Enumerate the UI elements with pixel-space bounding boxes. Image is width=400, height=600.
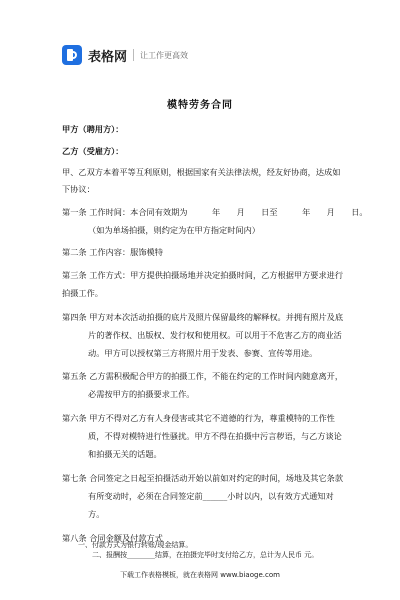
article-6-line-2: 质，不得对模特进行性骚扰。甲方不得在拍摄中污言秽语，与乙方谈论 <box>88 431 342 441</box>
article-7-line-2: 有所变动时，必须在合同签定前______小时以内，以有效方式通知对 <box>88 491 334 501</box>
article-6-line-1: 甲方不得对乙方有人身侵害或其它不道德的行为，尊重模特的工作性 <box>89 413 335 423</box>
article-3-line-1: 工作方式：甲方提供拍摄场地并决定拍摄时间，乙方根据甲方要求进行 <box>89 270 344 280</box>
site-header <box>62 44 188 66</box>
article-1 <box>62 204 368 222</box>
article-5-line-2: 必需按甲方的拍摄要求工作。 <box>88 389 195 399</box>
article-2 <box>62 244 163 262</box>
article-3-label: 第三条 <box>62 270 87 280</box>
header-divider <box>133 49 134 61</box>
article-8-item-2: 二、报酬按________结算，在拍摄完毕时支付给乙方，总计为人民币 元。 <box>92 551 319 559</box>
article-7-line-3: 方。 <box>88 509 105 519</box>
intro-line-2: 下协议： <box>62 184 95 194</box>
article-2-text: 工作内容：服饰模特 <box>89 247 163 257</box>
article-5-line-1: 乙方需积极配合甲方的拍摄工作，不能在约定的工作时间内随意离开， <box>89 371 344 381</box>
article-4 <box>62 309 343 327</box>
contract-tail <box>62 540 338 560</box>
article-1-note: （如为单场拍摄，则约定为在甲方指定时间内） <box>88 225 260 235</box>
article-4-line-1: 甲方对本次活动拍摄的底片及照片保留最终的解释权。并拥有照片及底 <box>89 312 344 322</box>
article-5 <box>62 368 343 386</box>
article-8-text: 合同金额及付款方式 <box>89 533 163 543</box>
article-6 <box>62 410 335 428</box>
article-6-line-3: 和拍摄无关的话题。 <box>88 449 162 459</box>
logo-icon <box>62 45 82 65</box>
party-a: 甲方（聘用方）： <box>62 124 124 134</box>
article-4-line-3: 动。甲方可以授权第三方将照片用于发表、参赛、宣传等用途。 <box>88 348 318 358</box>
article-6-label: 第六条 <box>62 413 87 423</box>
article-1-text: 工作时间：本合同有效期为 年 月 日至 年 月 日。 <box>89 207 368 217</box>
article-2-label: 第二条 <box>62 247 87 257</box>
page-footer: 下载工作表格模板，就在表格网 www.biaoge.com <box>120 571 280 579</box>
article-8-item-1: 一、付款方式为银行转账/现金结算。 <box>78 541 193 549</box>
article-7 <box>62 470 343 488</box>
party-b: 乙方（受雇方）： <box>62 146 124 156</box>
intro-line-1: 甲、乙双方本着平等互利原则，根据国家有关法律法规，经友好协商，达成如 <box>62 167 341 177</box>
article-8-label: 第八条 <box>62 533 87 543</box>
document-title: 模特劳务合同 <box>167 100 233 111</box>
brand-slogan: 让工作更高效 <box>140 50 189 60</box>
article-4-label: 第四条 <box>62 312 87 322</box>
article-1-label: 第一条 <box>62 207 87 217</box>
article-5-label: 第五条 <box>62 371 87 381</box>
brand-name: 表格网 <box>88 49 128 65</box>
article-4-line-2: 片的著作权、出版权、发行权和使用权。可以用于不危害乙方的商业活 <box>88 330 342 340</box>
article-3-line-2: 拍摄工作。 <box>62 288 103 298</box>
article-7-label: 第七条 <box>62 473 87 483</box>
article-7-line-1: 合同签定之日起至拍摄活动开始以前如对约定的时间，场地及其它条款 <box>89 473 344 483</box>
article-3 <box>62 267 343 285</box>
